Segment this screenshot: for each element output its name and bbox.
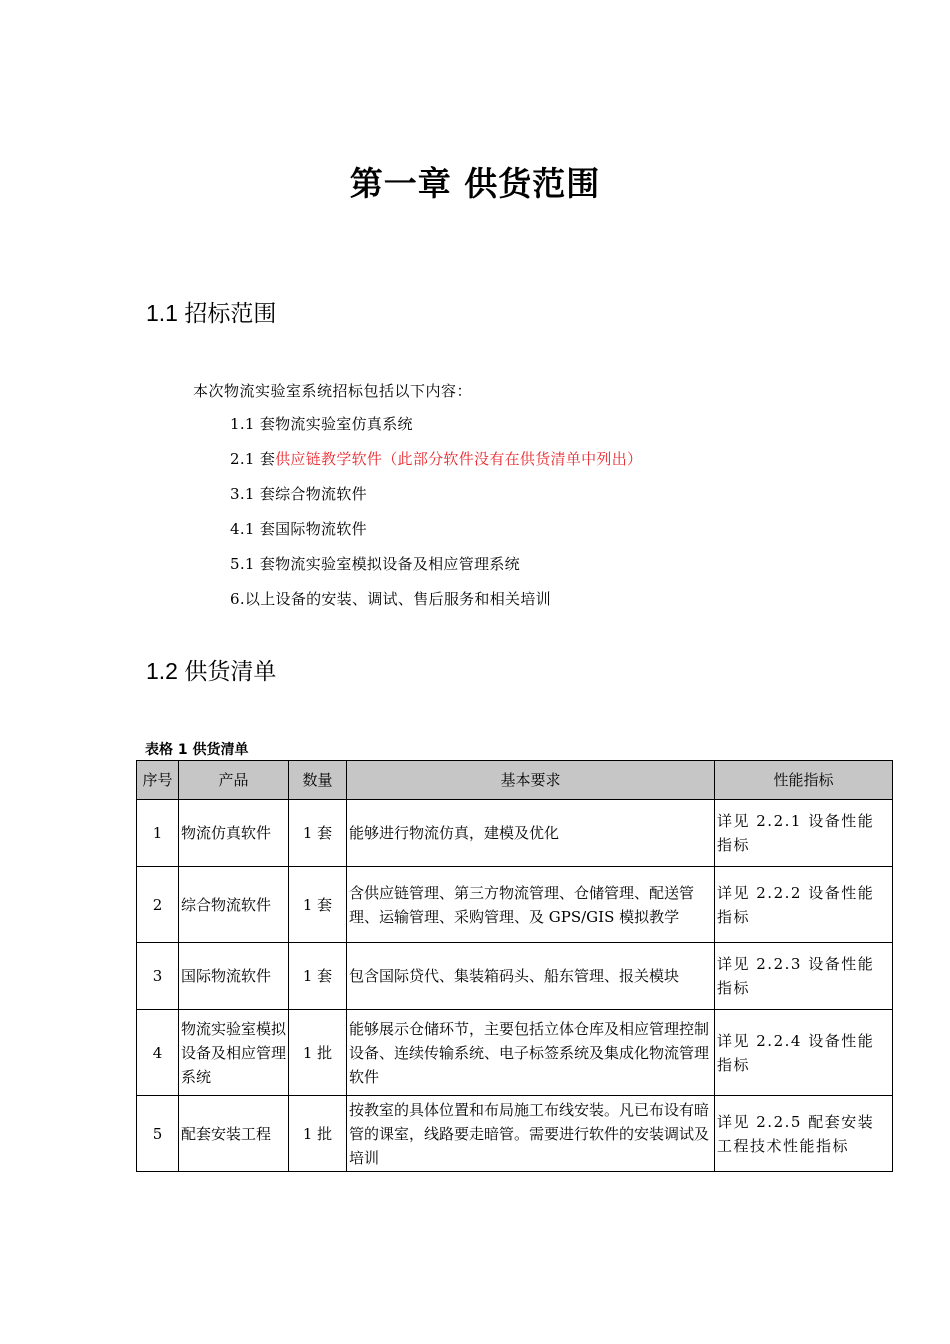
list-item xyxy=(230,484,642,519)
table-caption: 表格 1 供货清单 xyxy=(145,742,249,758)
cell-performance: 详见 2.2.2 设备性能指标 xyxy=(715,867,893,943)
list-item-text: 综合物流软件 xyxy=(275,485,367,503)
table-row xyxy=(137,800,893,867)
table-row xyxy=(137,1010,893,1096)
list-item-prefix: 3.1 套 xyxy=(230,485,276,503)
cell-qty: 1 套 xyxy=(289,867,347,943)
list-item-text: 以上设备的安装、调试、售后服务和相关培训 xyxy=(244,590,551,608)
section-heading-supply-list: 1.2 供货清单 xyxy=(146,658,277,684)
list-item xyxy=(230,519,642,554)
list-item-text: 物流实验室模拟设备及相应管理系统 xyxy=(275,555,520,573)
list-item xyxy=(230,414,642,449)
header-cell-product: 产品 xyxy=(179,761,289,800)
cell-product: 综合物流软件 xyxy=(179,867,289,943)
list-item-prefix: 6. xyxy=(230,590,245,608)
header-cell-no: 序号 xyxy=(137,761,179,800)
cell-qty: 1 批 xyxy=(289,1010,347,1096)
cell-product: 国际物流软件 xyxy=(179,943,289,1010)
chapter-title: 第一章 供货范围 xyxy=(349,164,601,203)
list-item-highlight: 供应链教学软件（此部分软件没有在供货清单中列出） xyxy=(275,450,643,468)
scope-list xyxy=(230,414,642,624)
cell-requirements: 按教室的具体位置和布局施工布线安装。凡已布设有暗管的课室，线路要走暗管。需要进行软件的安装调试及培训 xyxy=(347,1096,715,1172)
cell-performance: 详见 2.2.4 设备性能指标 xyxy=(715,1010,893,1096)
list-item xyxy=(230,554,642,589)
cell-product: 配套安装工程 xyxy=(179,1096,289,1172)
cell-product: 物流仿真软件 xyxy=(179,800,289,867)
cell-performance: 详见 2.2.1 设备性能指标 xyxy=(715,800,893,867)
cell-product: 物流实验室模拟设备及相应管理系统 xyxy=(179,1010,289,1096)
cell-performance: 详见 2.2.3 设备性能指标 xyxy=(715,943,893,1010)
list-item-prefix: 1.1 套 xyxy=(230,415,276,433)
cell-no: 1 xyxy=(137,800,179,867)
list-item-text: 国际物流软件 xyxy=(275,520,367,538)
list-item xyxy=(230,589,642,624)
list-item-text: 物流实验室仿真系统 xyxy=(275,415,413,433)
table-row xyxy=(137,867,893,943)
table-row xyxy=(137,943,893,1010)
cell-qty: 1 批 xyxy=(289,1096,347,1172)
cell-requirements: 能够进行物流仿真，建模及优化 xyxy=(347,800,715,867)
cell-no: 3 xyxy=(137,943,179,1010)
section-heading-tender-scope: 1.1 招标范围 xyxy=(146,300,277,326)
list-item-prefix: 5.1 套 xyxy=(230,555,276,573)
header-cell-performance: 性能指标 xyxy=(715,761,893,800)
cell-qty: 1 套 xyxy=(289,800,347,867)
list-item xyxy=(230,449,642,484)
cell-requirements: 含供应链管理、第三方物流管理、仓储管理、配送管理、运输管理、采购管理、及 GPS/GIS 模拟教学 xyxy=(347,867,715,943)
cell-requirements: 能够展示仓储环节，主要包括立体仓库及相应管理控制设备、连续传输系统、电子标签系统及集成化物流管理软件 xyxy=(347,1010,715,1096)
header-cell-qty: 数量 xyxy=(289,761,347,800)
cell-performance: 详见 2.2.5 配套安装工程技术性能指标 xyxy=(715,1096,893,1172)
supply-table xyxy=(136,760,893,1172)
cell-qty: 1 套 xyxy=(289,943,347,1010)
table-header-row xyxy=(137,761,893,800)
list-item-prefix: 4.1 套 xyxy=(230,520,276,538)
list-item-prefix: 2.1 套 xyxy=(230,450,276,468)
intro-text: 本次物流实验室系统招标包括以下内容： xyxy=(193,382,473,400)
cell-no: 2 xyxy=(137,867,179,943)
table-row xyxy=(137,1096,893,1172)
header-cell-requirements: 基本要求 xyxy=(347,761,715,800)
cell-no: 5 xyxy=(137,1096,179,1172)
cell-requirements: 包含国际贷代、集装箱码头、船东管理、报关模块 xyxy=(347,943,715,1010)
cell-no: 4 xyxy=(137,1010,179,1096)
